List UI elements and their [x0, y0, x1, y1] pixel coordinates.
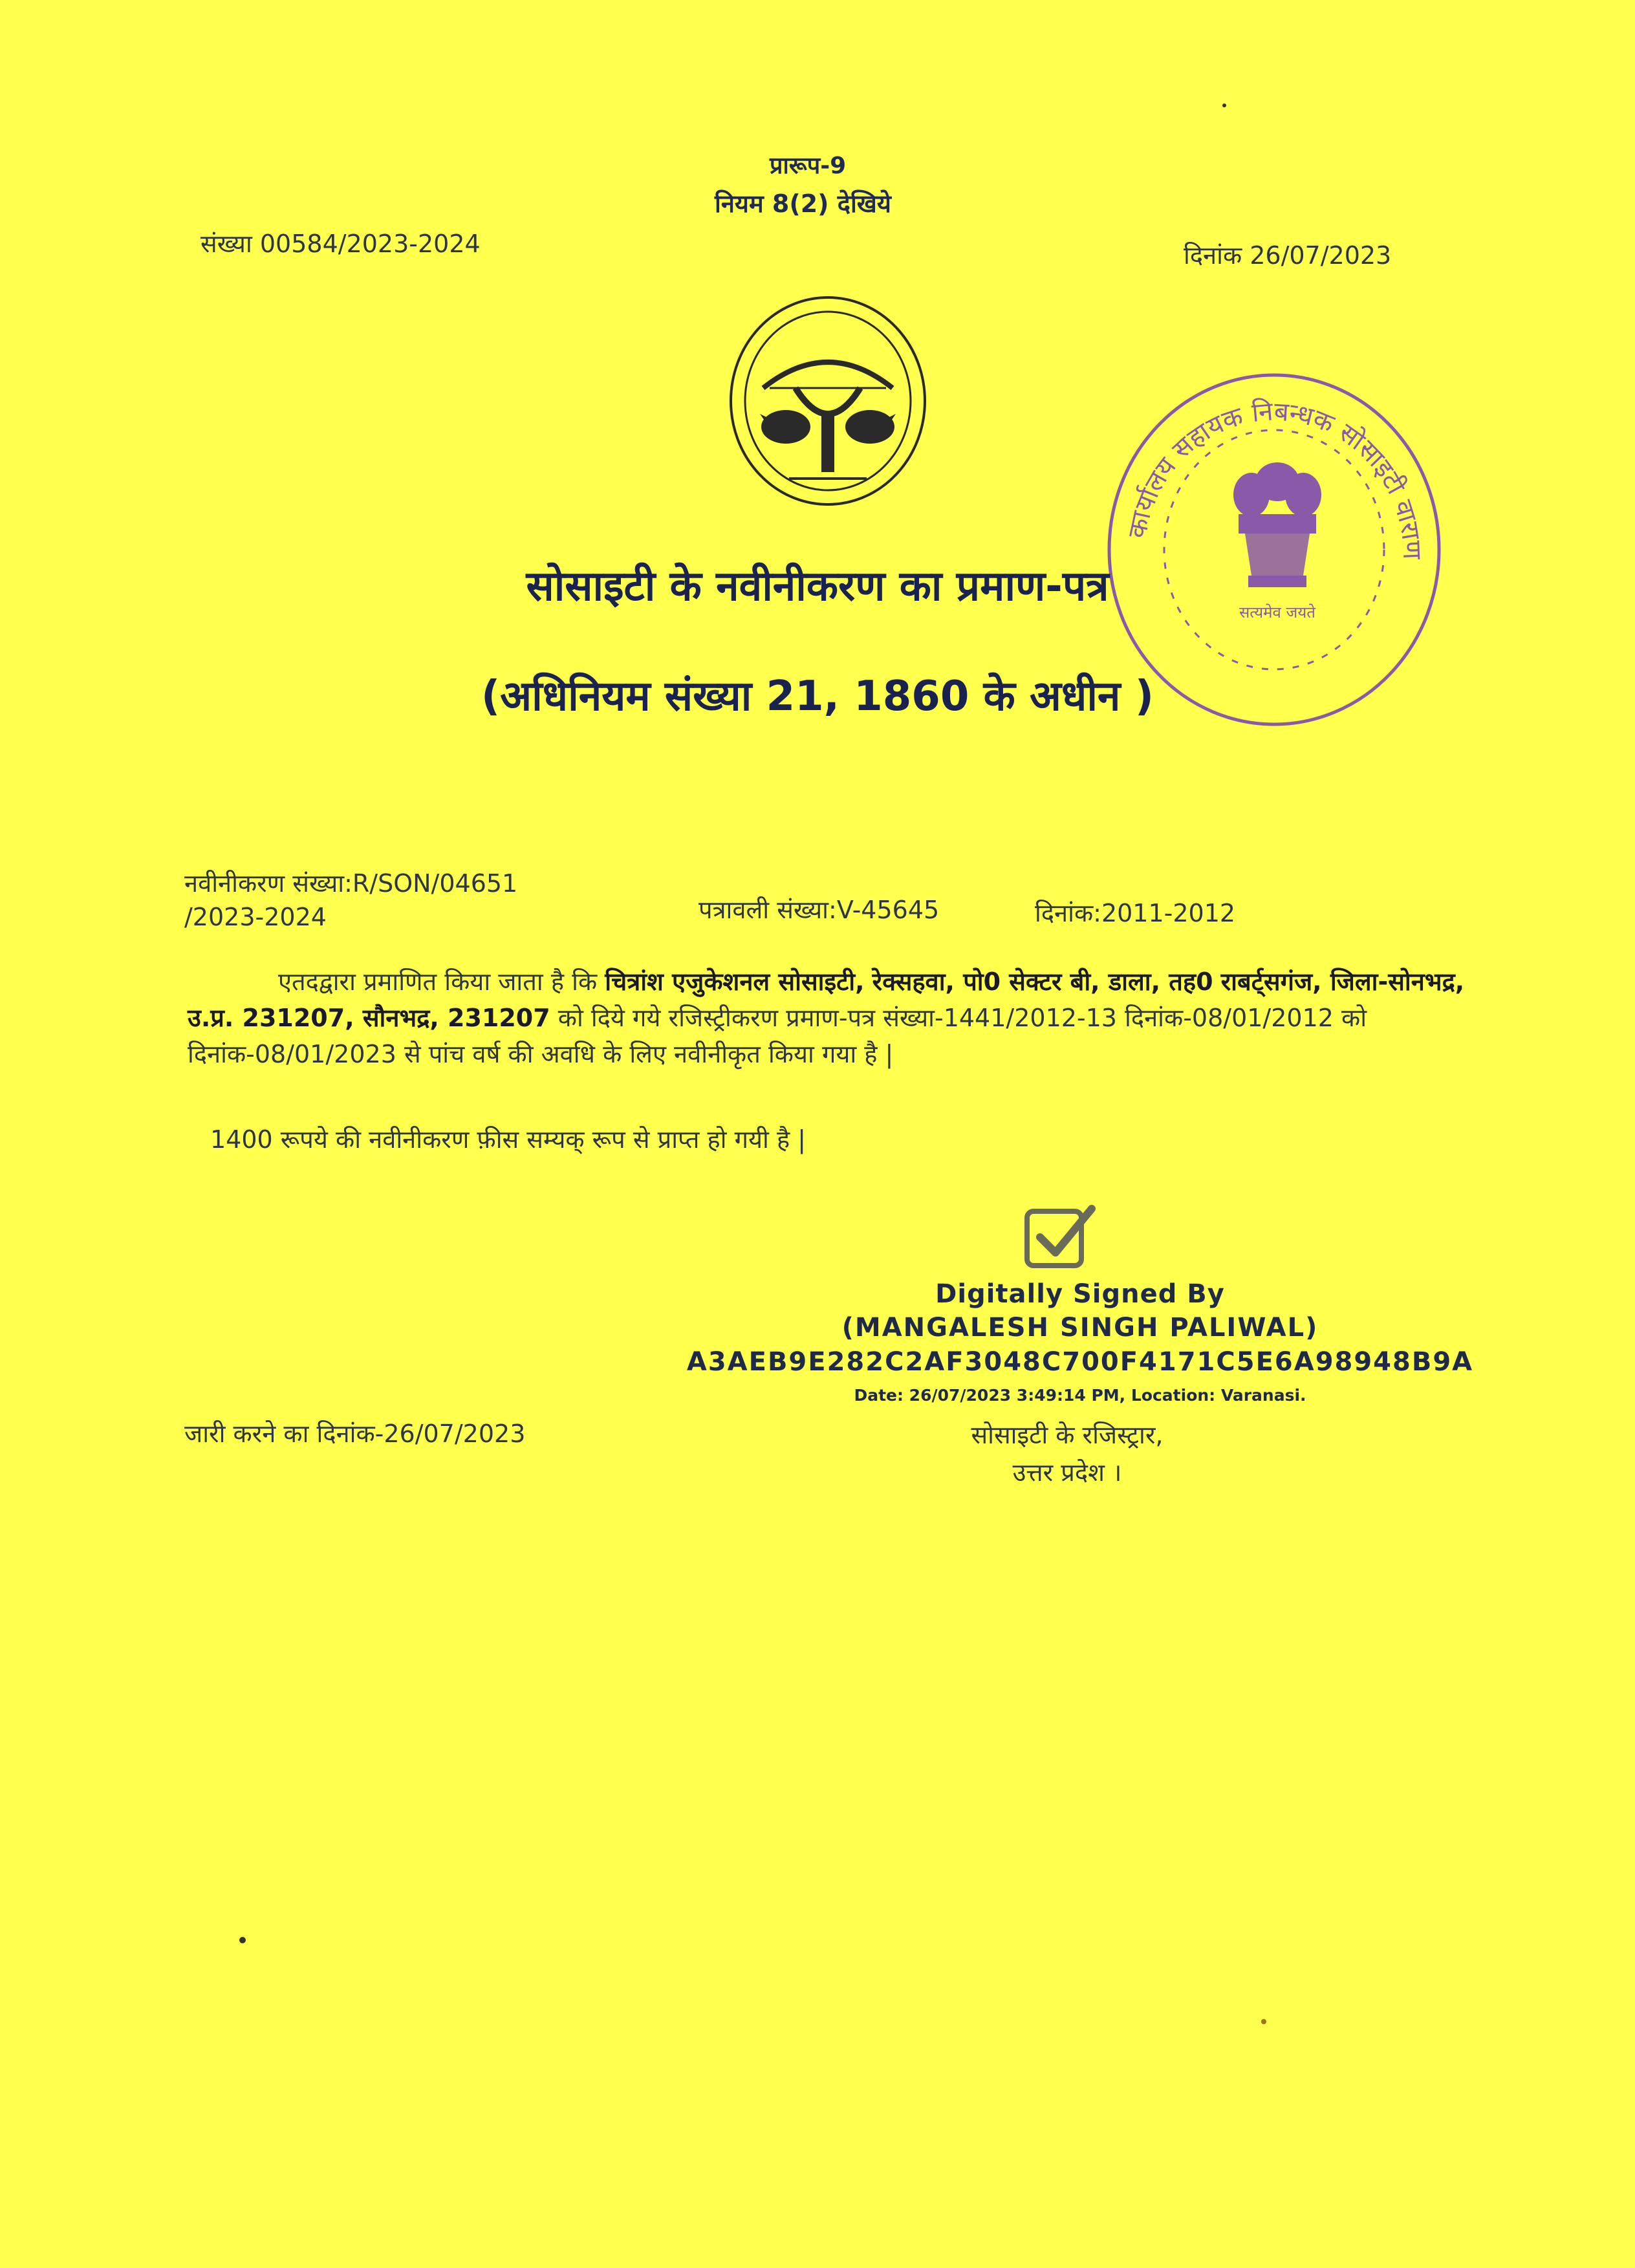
signature-hash: A3AEB9E282C2AF3048C700F4171C5E6A98948B9A: [686, 1347, 1474, 1377]
certification-paragraph: [188, 964, 1468, 1072]
certificate-subtitle: (अधिनियम संख्या 21, 1860 के अधीन ): [481, 673, 1154, 720]
scan-speck: [1222, 103, 1226, 107]
file-number: पत्रावली संख्या:V-45645: [698, 896, 940, 924]
issue-date: दिनांक 26/07/2023: [1184, 241, 1392, 270]
registrar-line1: सोसाइटी के रजिस्ट्रार,: [971, 1421, 1164, 1449]
form-number: प्रारूप-9: [770, 153, 847, 179]
digital-signature: [621, 1277, 1539, 1412]
society-address-1: रेक्सहवा, पो0 सेक्टर बी, डाला, तह0: [872, 967, 1213, 996]
registrar-designation: [776, 1416, 1358, 1491]
scan-speck: [239, 1937, 246, 1943]
body-statement: को दिये गये रजिस्ट्रीकरण प्रमाण-पत्र संख्या-1441/2012-13 दिनांक-08/01/2012 को दिनांक-08/01/2023 से पांच वर्ष की अवधि के लिए नवीनीकृत किया गया है |: [188, 1004, 1367, 1068]
seal-motto: सत्यमेव जयते: [1239, 603, 1316, 621]
check-mark-icon: [1022, 1200, 1099, 1271]
renewal-number: [184, 867, 598, 934]
renewal-number-line2: /2023-2024: [184, 903, 327, 931]
registrar-line2: उत्तर प्रदेश ।: [1012, 1458, 1122, 1487]
signer-name: (MANGALESH SINGH PALIWAL): [841, 1313, 1319, 1343]
certificate-title: सोसाइटी के नवीनीकरण का प्रमाण-पत्र: [526, 563, 1109, 610]
renewal-number-line1: नवीनीकरण संख्या:R/SON/04651: [184, 869, 518, 898]
seal-outer-text: कार्यालय सहायक निबन्धक सोसाइटी वाराण: [1122, 396, 1427, 560]
signature-title: Digitally Signed By: [935, 1279, 1225, 1309]
up-state-emblem-icon: [724, 291, 931, 511]
body-lead: एतदद्वारा प्रमाणित किया जाता है कि: [278, 967, 598, 996]
society-name: चित्रांश एजुकेशनल सोसाइटी,: [605, 967, 865, 996]
scan-speck: [1261, 2019, 1266, 2024]
signature-meta: Date: 26/07/2023 3:49:14 PM, Location: Varanasi.: [854, 1386, 1306, 1405]
release-date: जारी करने का दिनांक-26/07/2023: [184, 1420, 526, 1448]
rule-reference: नियम 8(2) देखिये: [715, 189, 891, 218]
reference-number: संख्या 00584/2023-2024: [200, 230, 481, 258]
society-address-2: राबर्ट्सगंज, जिला-सोनभद्र, उ.प्र. 231207, सौनभद्र, 231207: [188, 967, 1465, 1032]
fee-statement: 1400 रूपये की नवीनीकरण फ़ीस सम्यक् रूप से प्राप्त हो गयी है |: [210, 1125, 807, 1154]
file-date: दिनांक:2011-2012: [1035, 899, 1236, 927]
